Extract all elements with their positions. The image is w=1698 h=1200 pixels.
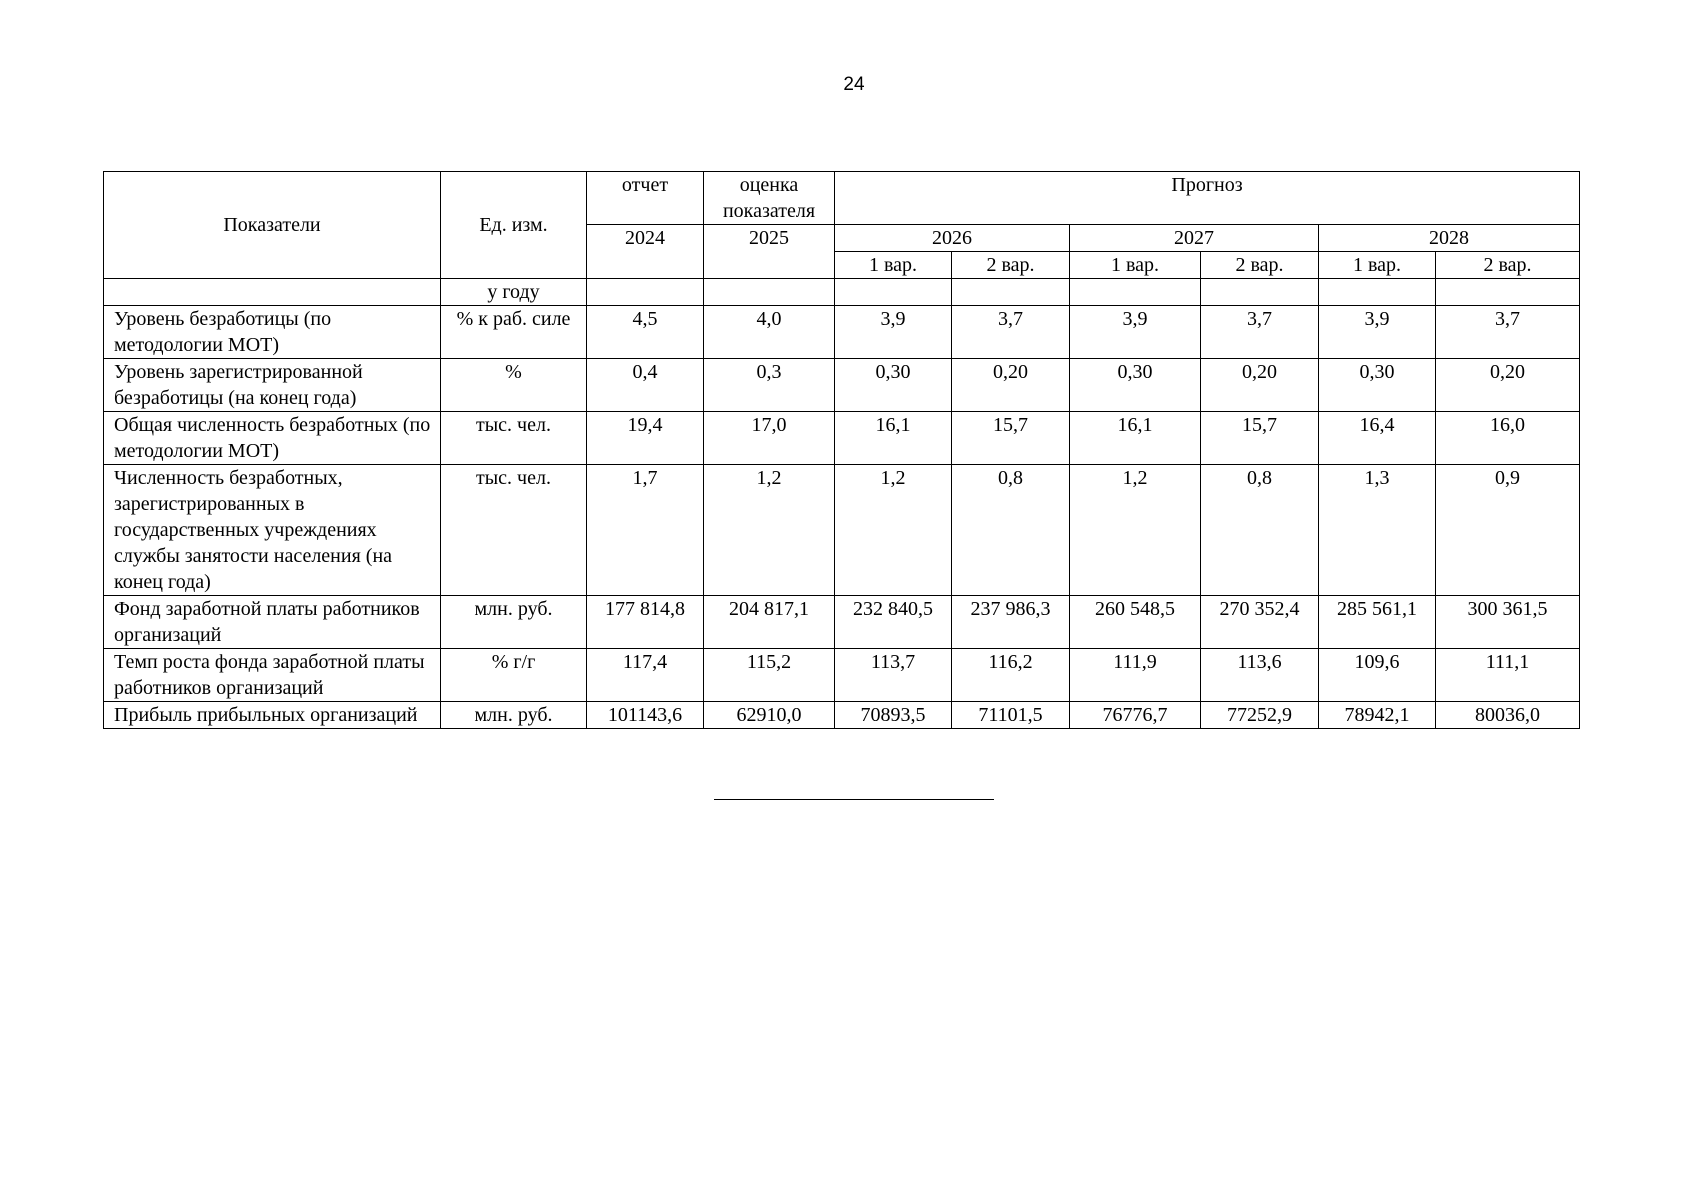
row-value: 204 817,1 xyxy=(704,596,835,649)
sub-header-empty xyxy=(587,279,704,306)
row-value: 3,7 xyxy=(1436,306,1580,359)
sub-header-empty xyxy=(835,279,952,306)
table-row xyxy=(104,596,1580,649)
forecast-table xyxy=(103,171,1580,729)
row-value: 16,1 xyxy=(835,412,952,465)
table-row xyxy=(104,412,1580,465)
table-row xyxy=(104,359,1580,412)
row-value: 0,8 xyxy=(1201,465,1319,596)
sub-header-empty xyxy=(1319,279,1436,306)
row-value: 17,0 xyxy=(704,412,835,465)
header-report: отчет xyxy=(587,172,704,225)
table-row xyxy=(104,306,1580,359)
row-value: 71101,5 xyxy=(952,702,1070,729)
sub-header-empty xyxy=(1201,279,1319,306)
row-label: Фонд заработной платы работников организаций xyxy=(104,596,441,649)
row-value: 1,3 xyxy=(1319,465,1436,596)
row-value: 15,7 xyxy=(952,412,1070,465)
row-unit: млн. руб. xyxy=(441,702,587,729)
row-value: 3,7 xyxy=(1201,306,1319,359)
row-label: Уровень безработицы (по методологии МОТ) xyxy=(104,306,441,359)
row-value: 0,8 xyxy=(952,465,1070,596)
row-label: Темп роста фонда заработной платы работников организаций xyxy=(104,649,441,702)
row-label: Прибыль прибыльных организаций xyxy=(104,702,441,729)
row-value: 19,4 xyxy=(587,412,704,465)
row-value: 115,2 xyxy=(704,649,835,702)
row-unit: тыс. чел. xyxy=(441,465,587,596)
row-value: 0,30 xyxy=(1070,359,1201,412)
row-unit: млн. руб. xyxy=(441,596,587,649)
header-variant: 1 вар. xyxy=(835,252,952,279)
row-value: 0,20 xyxy=(952,359,1070,412)
sub-header-unit: у году xyxy=(441,279,587,306)
row-unit: % к раб. силе xyxy=(441,306,587,359)
header-variant: 2 вар. xyxy=(1201,252,1319,279)
table-row xyxy=(104,702,1580,729)
row-value: 109,6 xyxy=(1319,649,1436,702)
header-forecast: Прогноз xyxy=(835,172,1580,225)
row-value: 101143,6 xyxy=(587,702,704,729)
row-value: 76776,7 xyxy=(1070,702,1201,729)
row-value: 3,9 xyxy=(835,306,952,359)
header-year-2025: 2025 xyxy=(704,225,835,279)
row-value: 113,6 xyxy=(1201,649,1319,702)
row-value: 3,9 xyxy=(1070,306,1201,359)
row-unit: тыс. чел. xyxy=(441,412,587,465)
row-value: 116,2 xyxy=(952,649,1070,702)
row-value: 16,1 xyxy=(1070,412,1201,465)
row-value: 3,7 xyxy=(952,306,1070,359)
row-value: 237 986,3 xyxy=(952,596,1070,649)
row-value: 0,30 xyxy=(1319,359,1436,412)
row-unit: % г/г xyxy=(441,649,587,702)
row-value: 15,7 xyxy=(1201,412,1319,465)
sub-header-empty xyxy=(704,279,835,306)
sub-header-empty xyxy=(1436,279,1580,306)
row-value: 16,0 xyxy=(1436,412,1580,465)
row-value: 78942,1 xyxy=(1319,702,1436,729)
row-label: Численность безработных, зарегистрированных в государственных учреждениях службы занятости населения (на конец года) xyxy=(104,465,441,596)
row-value: 0,9 xyxy=(1436,465,1580,596)
row-value: 113,7 xyxy=(835,649,952,702)
row-value: 1,2 xyxy=(835,465,952,596)
header-variant: 1 вар. xyxy=(1319,252,1436,279)
row-label: Уровень зарегистрированной безработицы (на конец года) xyxy=(104,359,441,412)
header-indicators: Показатели xyxy=(104,172,441,279)
row-value: 77252,9 xyxy=(1201,702,1319,729)
row-value: 300 361,5 xyxy=(1436,596,1580,649)
header-year-2024: 2024 xyxy=(587,225,704,279)
row-value: 0,20 xyxy=(1436,359,1580,412)
row-value: 285 561,1 xyxy=(1319,596,1436,649)
sub-header-empty xyxy=(952,279,1070,306)
row-value: 16,4 xyxy=(1319,412,1436,465)
sub-header-empty xyxy=(104,279,441,306)
row-value: 0,30 xyxy=(835,359,952,412)
row-value: 260 548,5 xyxy=(1070,596,1201,649)
row-value: 0,3 xyxy=(704,359,835,412)
end-rule xyxy=(714,799,994,800)
header-year-2026: 2026 xyxy=(835,225,1070,252)
row-value: 62910,0 xyxy=(704,702,835,729)
row-value: 117,4 xyxy=(587,649,704,702)
row-value: 4,0 xyxy=(704,306,835,359)
row-value: 232 840,5 xyxy=(835,596,952,649)
sub-header-empty xyxy=(1070,279,1201,306)
row-value: 80036,0 xyxy=(1436,702,1580,729)
row-value: 0,4 xyxy=(587,359,704,412)
row-value: 70893,5 xyxy=(835,702,952,729)
row-label: Общая численность безработных (по методологии МОТ) xyxy=(104,412,441,465)
row-value: 111,9 xyxy=(1070,649,1201,702)
header-estimate: оценка показателя xyxy=(704,172,835,225)
table-row xyxy=(104,649,1580,702)
row-value: 270 352,4 xyxy=(1201,596,1319,649)
header-year-2028: 2028 xyxy=(1319,225,1580,252)
row-value: 1,2 xyxy=(1070,465,1201,596)
row-value: 0,20 xyxy=(1201,359,1319,412)
page-number: 24 xyxy=(843,74,865,95)
row-unit: % xyxy=(441,359,587,412)
row-value: 111,1 xyxy=(1436,649,1580,702)
row-value: 3,9 xyxy=(1319,306,1436,359)
row-value: 1,7 xyxy=(587,465,704,596)
row-value: 4,5 xyxy=(587,306,704,359)
header-year-2027: 2027 xyxy=(1070,225,1319,252)
table-row xyxy=(104,465,1580,596)
row-value: 1,2 xyxy=(704,465,835,596)
header-variant: 2 вар. xyxy=(952,252,1070,279)
header-variant: 1 вар. xyxy=(1070,252,1201,279)
header-unit: Ед. изм. xyxy=(441,172,587,279)
header-variant: 2 вар. xyxy=(1436,252,1580,279)
row-value: 177 814,8 xyxy=(587,596,704,649)
